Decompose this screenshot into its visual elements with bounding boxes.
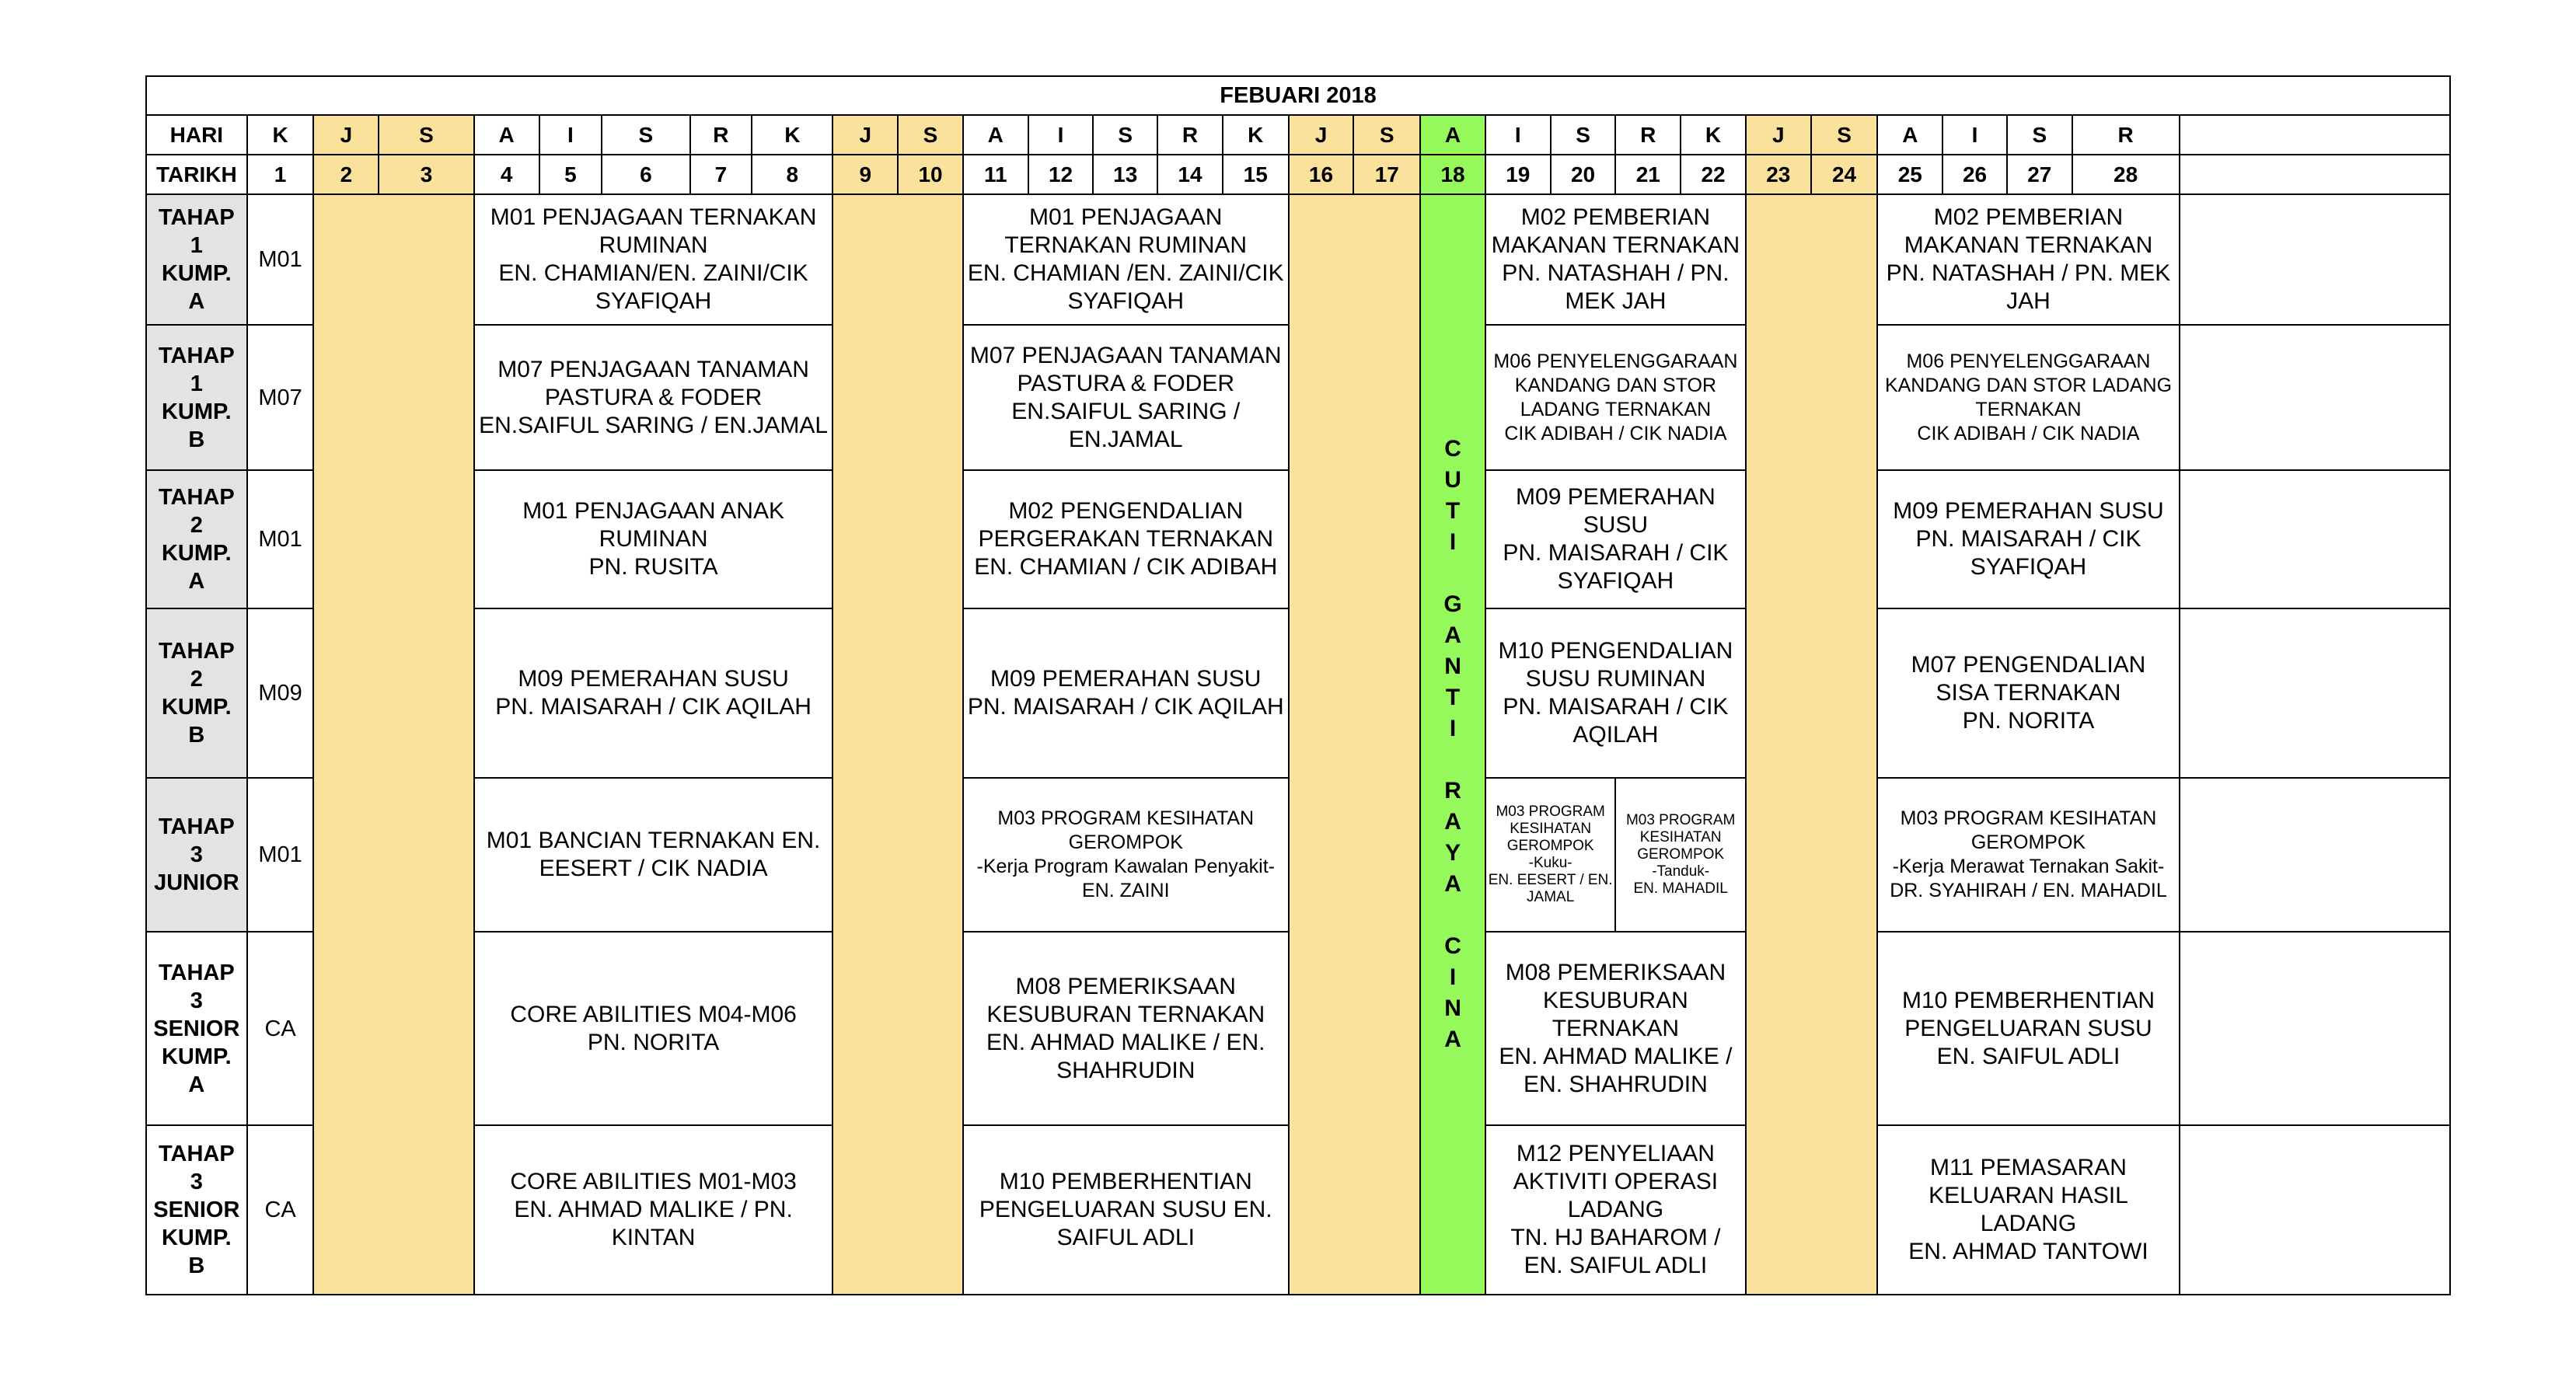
- day-letter: K: [752, 115, 832, 155]
- activity-cell: M08 PEMERIKSAAN KESUBURAN TERNAKAN EN. AHMAD MALIKE / EN. SHAHRUDIN: [1485, 932, 1746, 1125]
- group-label: TAHAP 2 KUMP. A: [146, 470, 247, 608]
- blank-cell: [2180, 194, 2450, 325]
- date-number: 1: [247, 155, 314, 194]
- module-code: M01: [247, 778, 314, 932]
- date-number: 15: [1223, 155, 1289, 194]
- module-code: M07: [247, 325, 314, 470]
- activity-cell: M09 PEMERAHAN SUSU PN. MAISARAH / CIK AQILAH: [474, 608, 833, 778]
- date-number: 25: [1877, 155, 1942, 194]
- activity-cell: M01 PENJAGAAN ANAK RUMINAN PN. RUSITA: [474, 470, 833, 608]
- activity-cell: M09 PEMERAHAN SUSU PN. MAISARAH / CIK SYAFIQAH: [1877, 470, 2179, 608]
- day-letter: S: [1353, 115, 1420, 155]
- day-letter: S: [379, 115, 474, 155]
- activity-cell: M08 PEMERIKSAAN KESUBURAN TERNAKAN EN. AHMAD MALIKE / EN. SHAHRUDIN: [963, 932, 1289, 1125]
- date-number: 11: [963, 155, 1028, 194]
- activity-cell: M02 PEMBERIAN MAKANAN TERNAKAN PN. NATASHAH / PN. MEK JAH: [1877, 194, 2179, 325]
- month-title: FEBUARI 2018: [146, 76, 2450, 115]
- module-code: CA: [247, 932, 314, 1125]
- weekend-block: [832, 194, 963, 1295]
- day-letter: A: [963, 115, 1028, 155]
- date-number: 2: [313, 155, 379, 194]
- module-code: M09: [247, 608, 314, 778]
- schedule-table: [145, 75, 2451, 1295]
- date-number: 17: [1353, 155, 1420, 194]
- day-letter: R: [1157, 115, 1223, 155]
- date-number: 18: [1420, 155, 1485, 194]
- module-code: M01: [247, 470, 314, 608]
- group-label: TAHAP 3 JUNIOR: [146, 778, 247, 932]
- date-number: 6: [602, 155, 689, 194]
- group-label: TAHAP 1 KUMP. B: [146, 325, 247, 470]
- date-number: 24: [1811, 155, 1878, 194]
- date-number: 8: [752, 155, 832, 194]
- group-label: TAHAP 1 KUMP. A: [146, 194, 247, 325]
- day-letter: A: [1877, 115, 1942, 155]
- group-label: TAHAP 3 SENIOR KUMP. A: [146, 932, 247, 1125]
- date-number: 13: [1093, 155, 1157, 194]
- activity-cell: M09 PEMERAHAN SUSU PN. MAISARAH / CIK SYAFIQAH: [1485, 470, 1746, 608]
- module-code: M01: [247, 194, 314, 325]
- date-number: 9: [832, 155, 898, 194]
- activity-cell: M03 PROGRAM KESIHATAN GEROMPOK -Tanduk- EN. MAHADIL: [1615, 778, 1746, 932]
- day-letter: J: [313, 115, 379, 155]
- activity-cell: M01 PENJAGAAN TERNAKAN RUMINAN EN. CHAMIAN/EN. ZAINI/CIK SYAFIQAH: [474, 194, 833, 325]
- day-letter: K: [1223, 115, 1289, 155]
- activity-cell: M02 PEMBERIAN MAKANAN TERNAKAN PN. NATASHAH / PN. MEK JAH: [1485, 194, 1746, 325]
- blank-cell: [2180, 608, 2450, 778]
- date-number: 28: [2072, 155, 2180, 194]
- activity-cell: CORE ABILITIES M04-M06 PN. NORITA: [474, 932, 833, 1125]
- blank-cell: [2180, 1125, 2450, 1295]
- blank-cell: [2180, 470, 2450, 608]
- date-number: 27: [2007, 155, 2072, 194]
- day-letter: R: [1615, 115, 1681, 155]
- date-number: 16: [1289, 155, 1354, 194]
- activity-cell: M09 PEMERAHAN SUSU PN. MAISARAH / CIK AQILAH: [963, 608, 1289, 778]
- holiday-cuti-raya-cina: C U T I G A N T I R A Y A C I N A: [1420, 194, 1485, 1295]
- day-letter: A: [1420, 115, 1485, 155]
- day-letter: I: [1485, 115, 1551, 155]
- weekend-block: [1289, 194, 1421, 1295]
- group-label: TAHAP 3 SENIOR KUMP. B: [146, 1125, 247, 1295]
- weekend-block: [1746, 194, 1878, 1295]
- day-letter: S: [1811, 115, 1878, 155]
- day-letter: I: [539, 115, 602, 155]
- day-letter: S: [1093, 115, 1157, 155]
- date-number: 19: [1485, 155, 1551, 194]
- activity-cell: M01 PENJAGAAN TERNAKAN RUMINAN EN. CHAMIAN /EN. ZAINI/CIK SYAFIQAH: [963, 194, 1289, 325]
- activity-cell: M06 PENYELENGGARAAN KANDANG DAN STOR LADANG TERNAKAN CIK ADIBAH / CIK NADIA: [1877, 325, 2179, 470]
- day-letter: I: [1028, 115, 1094, 155]
- blank-cell: [2180, 155, 2450, 194]
- date-number: 20: [1551, 155, 1616, 194]
- date-number: 21: [1615, 155, 1681, 194]
- day-letter: S: [2007, 115, 2072, 155]
- blank-cell: [2180, 778, 2450, 932]
- blank-cell: [2180, 932, 2450, 1125]
- activity-cell: M01 BANCIAN TERNAKAN EN. EESERT / CIK NADIA: [474, 778, 833, 932]
- date-number: 22: [1681, 155, 1746, 194]
- activity-cell: CORE ABILITIES M01-M03 EN. AHMAD MALIKE / PN. KINTAN: [474, 1125, 833, 1295]
- day-letter: R: [690, 115, 752, 155]
- blank-cell: [2180, 325, 2450, 470]
- date-number: 26: [1942, 155, 2007, 194]
- date-number: 23: [1746, 155, 1811, 194]
- group-label: TAHAP 2 KUMP. B: [146, 608, 247, 778]
- activity-cell: M10 PEMBERHENTIAN PENGELUARAN SUSU EN. SAIFUL ADLI: [1877, 932, 2179, 1125]
- day-letter: K: [247, 115, 314, 155]
- hari-label: HARI: [146, 115, 247, 155]
- activity-cell: M06 PENYELENGGARAAN KANDANG DAN STOR LADANG TERNAKAN CIK ADIBAH / CIK NADIA: [1485, 325, 1746, 470]
- activity-cell: M10 PEMBERHENTIAN PENGELUARAN SUSU EN. SAIFUL ADLI: [963, 1125, 1289, 1295]
- activity-cell: M07 PENJAGAAN TANAMAN PASTURA & FODER EN.SAIFUL SARING / EN.JAMAL: [474, 325, 833, 470]
- activity-cell: M03 PROGRAM KESIHATAN GEROMPOK -Kuku- EN. EESERT / EN. JAMAL: [1485, 778, 1616, 932]
- date-number: 12: [1028, 155, 1094, 194]
- activity-cell: M03 PROGRAM KESIHATAN GEROMPOK -Kerja Merawat Ternakan Sakit- DR. SYAHIRAH / EN. MAHADIL: [1877, 778, 2179, 932]
- date-number: 3: [379, 155, 474, 194]
- blank-cell: [2180, 115, 2450, 155]
- day-letter: R: [2072, 115, 2180, 155]
- activity-cell: M07 PENGENDALIAN SISA TERNAKAN PN. NORITA: [1877, 608, 2179, 778]
- activity-cell: M07 PENJAGAAN TANAMAN PASTURA & FODER EN.SAIFUL SARING / EN.JAMAL: [963, 325, 1289, 470]
- activity-cell: M03 PROGRAM KESIHATAN GEROMPOK -Kerja Program Kawalan Penyakit- EN. ZAINI: [963, 778, 1289, 932]
- day-letter: S: [602, 115, 689, 155]
- weekend-block: [313, 194, 473, 1295]
- activity-cell: M02 PENGENDALIAN PERGERAKAN TERNAKAN EN. CHAMIAN / CIK ADIBAH: [963, 470, 1289, 608]
- day-letter: S: [898, 115, 963, 155]
- tarikh-label: TARIKH: [146, 155, 247, 194]
- day-letter: S: [1551, 115, 1616, 155]
- activity-cell: M11 PEMASARAN KELUARAN HASIL LADANG EN. AHMAD TANTOWI: [1877, 1125, 2179, 1295]
- activity-cell: M12 PENYELIAAN AKTIVITI OPERASI LADANG TN. HJ BAHAROM / EN. SAIFUL ADLI: [1485, 1125, 1746, 1295]
- date-number: 10: [898, 155, 963, 194]
- date-number: 14: [1157, 155, 1223, 194]
- date-number: 5: [539, 155, 602, 194]
- day-letter: J: [832, 115, 898, 155]
- day-letter: I: [1942, 115, 2007, 155]
- day-letter: K: [1681, 115, 1746, 155]
- day-letter: J: [1289, 115, 1354, 155]
- activity-cell: M10 PENGENDALIAN SUSU RUMINAN PN. MAISARAH / CIK AQILAH: [1485, 608, 1746, 778]
- day-letter: J: [1746, 115, 1811, 155]
- module-code: CA: [247, 1125, 314, 1295]
- date-number: 7: [690, 155, 752, 194]
- day-letter: A: [474, 115, 539, 155]
- date-number: 4: [474, 155, 539, 194]
